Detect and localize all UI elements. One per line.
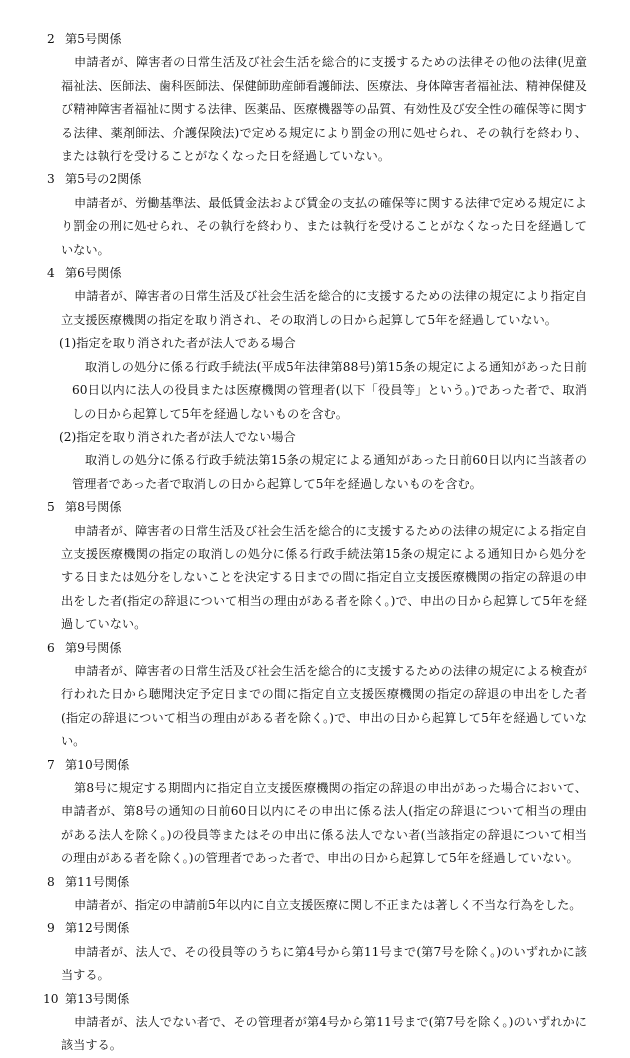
section-3 <box>0 168 630 262</box>
section-number: 6 <box>47 640 55 655</box>
section-number: 2 <box>47 32 55 46</box>
section-heading <box>47 496 630 519</box>
section-9 <box>0 917 630 987</box>
subsection-body: 取消しの処分に係る行政手続法第15条の規定による通知があった日前60日以内に当該者の管理者であった者で取消しの日から起算して5年を経過しないものを含む。 <box>72 453 587 491</box>
subsection-heading: (1)指定を取り消された者が法人である場合 <box>59 336 296 351</box>
section-title: 第13号関係 <box>65 991 130 1006</box>
section-number: 10 <box>43 991 59 1006</box>
section-title: 第8号関係 <box>65 500 122 515</box>
section-number: 8 <box>47 874 55 889</box>
section-heading <box>47 262 630 285</box>
section-number: 9 <box>47 921 55 936</box>
section-title: 第10号関係 <box>65 757 130 772</box>
section-7 <box>0 754 630 871</box>
section-title: 第5号の2関係 <box>65 172 142 187</box>
section-6 <box>0 637 630 754</box>
subsection-heading: (2)指定を取り消された者が法人でない場合 <box>59 429 296 444</box>
section-heading <box>47 168 630 191</box>
section-title: 第12号関係 <box>65 921 130 936</box>
section-10 <box>0 988 630 1058</box>
section-heading <box>47 754 630 777</box>
subsection-body: 取消しの処分に係る行政手続法(平成5年法律第88号)第15条の規定による通知があった日前60日以内に法人の役員または医療機関の管理者(以下「役員等」という。)であった者で、取消しの日から起算して5年を経過しないものを含む。 <box>72 359 587 421</box>
section-title: 第6号関係 <box>65 266 122 281</box>
section-number: 5 <box>47 500 55 515</box>
section-number: 7 <box>47 757 55 772</box>
section-body: 第8号に規定する期間内に指定自立支援医療機関の指定の辞退の申出があった場合において、申請者が、第8号の通知の日前60日以内にその申出に係る法人(指定の辞退について相当の理由がある法人を除く。)の役員等またはその申出に係る法人でない者(当該指定の辞退について相当の理由がある者を除く。)の管理者であった者で、申出の日から起算して5年を経過していない。 <box>61 781 587 866</box>
section-heading <box>43 988 630 1011</box>
section-heading <box>47 871 630 894</box>
section-4 <box>0 262 630 496</box>
section-body: 申請者が、労働基準法、最低賃金法および賃金の支払の確保等に関する法律で定める規定により罰金の刑に処せられ、その執行を終わり、または執行を受けることがなくなった日を経過していない。 <box>61 195 587 257</box>
section-heading <box>47 637 630 660</box>
section-body: 申請者が、障害者の日常生活及び社会生活を総合的に支援するための法律の規定による指定自立支援医療機関の指定の取消しの処分に係る行政手続法第15条の規定による通知日から処分をする日または処分をしないことを決定する日までの間に指定自立支援医療機関の指定の辞退の申出をした者(指定の辞退について相当の理由がある者を除く。)で、申出の日から起算して5年を経過していない。 <box>61 523 587 632</box>
section-heading <box>47 28 630 51</box>
section-body: 申請者が、法人でない者で、その管理者が第4号から第11号まで(第7号を除く。)のいずれかに該当する。 <box>61 1015 587 1053</box>
section-body: 申請者が、障害者の日常生活及び社会生活を総合的に支援するための法律の規定により指定自立支援医療機関の指定を取り消され、その取消しの日から起算して5年を経過していない。 <box>61 289 587 327</box>
section-title: 第5号関係 <box>65 32 122 46</box>
section-title: 第9号関係 <box>65 640 122 655</box>
section-number: 3 <box>47 172 55 187</box>
section-5 <box>0 496 630 636</box>
document-page <box>0 28 630 1058</box>
section-8 <box>0 871 630 918</box>
section-heading <box>47 917 630 940</box>
section-body: 申請者が、障害者の日常生活及び社会生活を総合的に支援するための法律の規定による検査が行われた日から聴聞決定予定日までの間に指定自立支援医療機関の指定の辞退の申出をした者(指定の辞退について相当の理由がある者を除く。)で、申出の日から起算して5年を経過していない。 <box>61 663 587 749</box>
section-body: 申請者が、障害者の日常生活及び社会生活を総合的に支援するための法律その他の法律(児童福祉法、医師法、歯科医師法、保健師助産師看護師法、医療法、身体障害者福祉法、精神保健及び精神障害者福祉に関する法律、医薬品、医療機器等の品質、有効性及び安全性の確保等に関する法律、薬剤師法、介護保険法)で定める規定により罰金の刑に処せられ、その執行を終わり、または執行を受けることがなくなった日を経過していない。 <box>61 55 587 164</box>
section-body: 申請者が、指定の申請前5年以内に自立支援医療に関し不正または著しく不当な行為をした。 <box>74 898 582 913</box>
section-2 <box>0 28 630 168</box>
section-title: 第11号関係 <box>65 874 130 889</box>
section-number: 4 <box>47 266 55 281</box>
section-body: 申請者が、法人で、その役員等のうちに第4号から第11号まで(第7号を除く。)のいずれかに該当する。 <box>61 944 587 983</box>
